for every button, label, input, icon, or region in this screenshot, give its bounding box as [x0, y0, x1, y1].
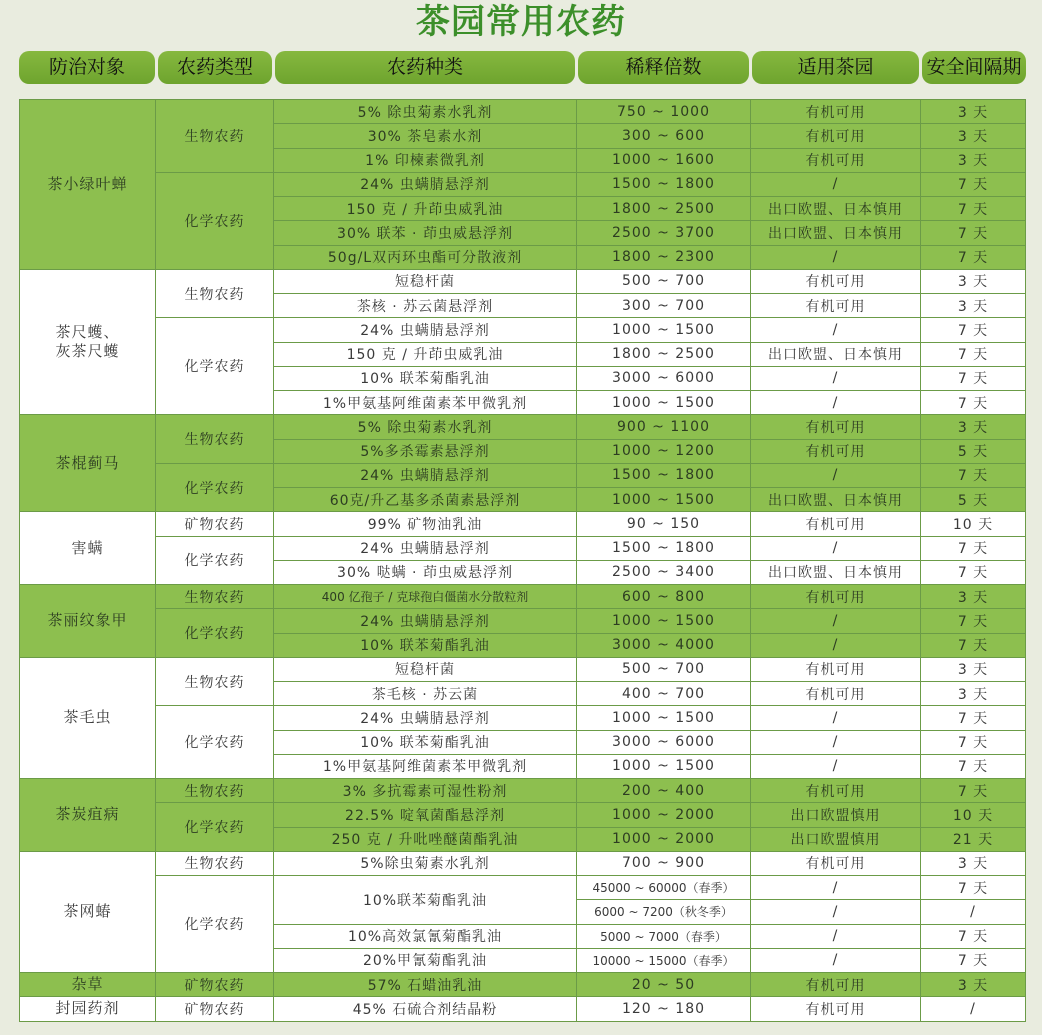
name-cell: 10% 联苯菊酯乳油 [274, 633, 577, 657]
garden-cell: 有机可用 [751, 415, 921, 439]
garden-cell: / [751, 706, 921, 730]
interval-cell: 7 天 [921, 948, 1026, 972]
name-cell: 99% 矿物油乳油 [274, 512, 577, 536]
type-cell: 矿物农药 [156, 973, 274, 997]
dilution-cell: 600 ~ 800 [577, 585, 751, 609]
target-cell: 茶丽纹象甲 [20, 585, 156, 658]
interval-cell: 3 天 [921, 415, 1026, 439]
dilution-cell: 1800 ~ 2500 [577, 197, 751, 221]
table-row [20, 172, 1026, 196]
dilution-cell: 750 ~ 1000 [577, 100, 751, 124]
type-cell: 矿物农药 [156, 512, 274, 536]
interval-cell: 3 天 [921, 100, 1026, 124]
name-cell: 1%甲氨基阿维菌素苯甲微乳剂 [274, 391, 577, 415]
type-cell: 生物农药 [156, 415, 274, 464]
garden-cell: 有机可用 [751, 512, 921, 536]
garden-cell: / [751, 463, 921, 487]
type-cell: 生物农药 [156, 779, 274, 803]
dilution-cell: 120 ~ 180 [577, 997, 751, 1021]
garden-cell: / [751, 730, 921, 754]
dilution-cell: 1800 ~ 2300 [577, 245, 751, 269]
name-cell: 5% 除虫菊素水乳剂 [274, 415, 577, 439]
interval-cell: 7 天 [921, 924, 1026, 948]
header-safety-interval: 安全间隔期 [922, 51, 1026, 84]
dilution-cell: 400 ~ 700 [577, 682, 751, 706]
table-row [20, 536, 1026, 560]
group-block [20, 512, 1026, 585]
table-row [20, 415, 1026, 439]
name-cell: 24% 虫螨腈悬浮剂 [274, 609, 577, 633]
interval-cell: 7 天 [921, 536, 1026, 560]
garden-cell: 有机可用 [751, 100, 921, 124]
garden-cell: / [751, 391, 921, 415]
table-row [20, 973, 1026, 997]
dilution-cell: 2500 ~ 3400 [577, 560, 751, 584]
name-cell: 22.5% 啶氧菌酯悬浮剂 [274, 803, 577, 827]
garden-cell: 出口欧盟、日本慎用 [751, 488, 921, 512]
name-cell: 400 亿孢子 / 克球孢白僵菌水分散粒剂 [274, 585, 577, 609]
garden-cell: 出口欧盟、日本慎用 [751, 221, 921, 245]
dilution-cell: 2500 ~ 3700 [577, 221, 751, 245]
garden-cell: 出口欧盟、日本慎用 [751, 342, 921, 366]
type-cell: 化学农药 [156, 803, 274, 852]
dilution-cell: 700 ~ 900 [577, 851, 751, 875]
table-row [20, 463, 1026, 487]
dilution-cell: 3000 ~ 4000 [577, 633, 751, 657]
name-cell: 30% 联苯 · 茚虫威悬浮剂 [274, 221, 577, 245]
interval-cell: 3 天 [921, 148, 1026, 172]
type-cell: 生物农药 [156, 100, 274, 173]
type-cell: 矿物农药 [156, 997, 274, 1021]
pesticide-table [19, 99, 1026, 1022]
dilution-cell: 200 ~ 400 [577, 779, 751, 803]
interval-cell: 7 天 [921, 391, 1026, 415]
interval-cell: 21 天 [921, 827, 1026, 851]
name-cell: 24% 虫螨腈悬浮剂 [274, 172, 577, 196]
dilution-cell: 1500 ~ 1800 [577, 463, 751, 487]
interval-cell: 3 天 [921, 973, 1026, 997]
target-cell: 茶棍蓟马 [20, 415, 156, 512]
page-title: 茶园常用农药 [416, 2, 626, 42]
target-cell: 茶毛虫 [20, 657, 156, 778]
garden-cell: 有机可用 [751, 657, 921, 681]
garden-cell: / [751, 536, 921, 560]
garden-cell: 有机可用 [751, 439, 921, 463]
interval-cell: 3 天 [921, 585, 1026, 609]
group-block [20, 851, 1026, 972]
name-cell: 50g/L双丙环虫酯可分散液剂 [274, 245, 577, 269]
garden-cell: 有机可用 [751, 294, 921, 318]
header-target: 防治对象 [19, 51, 155, 84]
dilution-cell: 1000 ~ 1500 [577, 391, 751, 415]
dilution-cell: 45000 ~ 60000（春季） [577, 876, 751, 900]
garden-cell: / [751, 609, 921, 633]
table-row [20, 657, 1026, 681]
table-row [20, 851, 1026, 875]
interval-cell: 7 天 [921, 730, 1026, 754]
name-cell: 茶核 · 苏云菌悬浮剂 [274, 294, 577, 318]
dilution-cell: 900 ~ 1100 [577, 415, 751, 439]
interval-cell: 7 天 [921, 342, 1026, 366]
dilution-cell: 5000 ~ 7000（春季） [577, 924, 751, 948]
interval-cell: 3 天 [921, 682, 1026, 706]
interval-cell: 7 天 [921, 245, 1026, 269]
name-cell: 茶毛核 · 苏云菌 [274, 682, 577, 706]
name-cell: 24% 虫螨腈悬浮剂 [274, 536, 577, 560]
type-cell: 生物农药 [156, 851, 274, 875]
name-cell: 1% 印楝素微乳剂 [274, 148, 577, 172]
header-pesticide-name: 农药种类 [275, 51, 575, 84]
name-cell: 150 克 / 升茚虫威乳油 [274, 197, 577, 221]
name-cell: 短稳杆菌 [274, 657, 577, 681]
garden-cell: 出口欧盟、日本慎用 [751, 560, 921, 584]
name-cell: 150 克 / 升茚虫威乳油 [274, 342, 577, 366]
dilution-cell: 1000 ~ 1500 [577, 488, 751, 512]
interval-cell: 7 天 [921, 318, 1026, 342]
garden-cell: 有机可用 [751, 997, 921, 1021]
type-cell: 化学农药 [156, 172, 274, 269]
garden-cell: 有机可用 [751, 851, 921, 875]
interval-cell: 5 天 [921, 488, 1026, 512]
garden-cell: 有机可用 [751, 124, 921, 148]
group-block [20, 973, 1026, 997]
header-dilution: 稀释倍数 [578, 51, 749, 84]
name-cell: 57% 石蜡油乳油 [274, 973, 577, 997]
garden-cell: 有机可用 [751, 148, 921, 172]
dilution-cell: 1500 ~ 1800 [577, 172, 751, 196]
interval-cell: 7 天 [921, 221, 1026, 245]
table-row [20, 876, 1026, 900]
name-cell: 短稳杆菌 [274, 269, 577, 293]
dilution-cell: 3000 ~ 6000 [577, 730, 751, 754]
interval-cell: 10 天 [921, 803, 1026, 827]
garden-cell: 出口欧盟慎用 [751, 803, 921, 827]
target-cell: 茶小绿叶蝉 [20, 100, 156, 270]
dilution-cell: 500 ~ 700 [577, 269, 751, 293]
interval-cell: 7 天 [921, 172, 1026, 196]
table-row [20, 585, 1026, 609]
target-cell: 封园药剂 [20, 997, 156, 1021]
name-cell: 45% 石硫合剂结晶粉 [274, 997, 577, 1021]
name-cell: 24% 虫螨腈悬浮剂 [274, 463, 577, 487]
target-cell: 茶网蝽 [20, 851, 156, 972]
type-cell: 化学农药 [156, 876, 274, 973]
type-cell: 化学农药 [156, 706, 274, 779]
name-cell: 30% 茶皂素水剂 [274, 124, 577, 148]
garden-cell: / [751, 633, 921, 657]
garden-cell: / [751, 318, 921, 342]
garden-cell: / [751, 948, 921, 972]
garden-cell: 出口欧盟、日本慎用 [751, 197, 921, 221]
garden-cell: / [751, 366, 921, 390]
name-cell: 10% 联苯菊酯乳油 [274, 366, 577, 390]
garden-cell: / [751, 245, 921, 269]
group-block [20, 779, 1026, 852]
type-cell: 化学农药 [156, 609, 274, 658]
garden-cell: 有机可用 [751, 269, 921, 293]
garden-cell: / [751, 924, 921, 948]
interval-cell: 3 天 [921, 124, 1026, 148]
target-cell: 茶炭疽病 [20, 779, 156, 852]
table-row [20, 779, 1026, 803]
name-cell: 5%除虫菊素水乳剂 [274, 851, 577, 875]
table-row [20, 512, 1026, 536]
name-cell: 24% 虫螨腈悬浮剂 [274, 318, 577, 342]
dilution-cell: 1000 ~ 1500 [577, 706, 751, 730]
interval-cell: 7 天 [921, 876, 1026, 900]
type-cell: 生物农药 [156, 657, 274, 706]
name-cell: 10% 联苯菊酯乳油 [274, 730, 577, 754]
table-row [20, 609, 1026, 633]
name-cell: 10%联苯菊酯乳油 [274, 876, 577, 925]
dilution-cell: 1000 ~ 1500 [577, 754, 751, 778]
interval-cell: 7 天 [921, 706, 1026, 730]
name-cell: 20%甲氰菊酯乳油 [274, 948, 577, 972]
dilution-cell: 10000 ~ 15000（春季） [577, 948, 751, 972]
dilution-cell: 90 ~ 150 [577, 512, 751, 536]
interval-cell: 7 天 [921, 560, 1026, 584]
dilution-cell: 20 ~ 50 [577, 973, 751, 997]
name-cell: 250 克 / 升吡唑醚菌酯乳油 [274, 827, 577, 851]
dilution-cell: 1000 ~ 2000 [577, 827, 751, 851]
table-row [20, 997, 1026, 1021]
name-cell: 5% 除虫菊素水乳剂 [274, 100, 577, 124]
target-cell: 茶尺蠖、 灰茶尺蠖 [20, 269, 156, 415]
dilution-cell: 1000 ~ 2000 [577, 803, 751, 827]
interval-cell: / [921, 997, 1026, 1021]
interval-cell: 7 天 [921, 463, 1026, 487]
group-block [20, 657, 1026, 778]
table-row [20, 100, 1026, 124]
group-block [20, 415, 1026, 512]
interval-cell: 7 天 [921, 609, 1026, 633]
dilution-cell: 1000 ~ 1500 [577, 318, 751, 342]
type-cell: 化学农药 [156, 536, 274, 585]
garden-cell: / [751, 900, 921, 924]
interval-cell: 3 天 [921, 657, 1026, 681]
interval-cell: 7 天 [921, 754, 1026, 778]
name-cell: 1%甲氨基阿维菌素苯甲微乳剂 [274, 754, 577, 778]
dilution-cell: 1800 ~ 2500 [577, 342, 751, 366]
garden-cell: / [751, 172, 921, 196]
garden-cell: / [751, 876, 921, 900]
interval-cell: / [921, 900, 1026, 924]
dilution-cell: 500 ~ 700 [577, 657, 751, 681]
garden-cell: 出口欧盟慎用 [751, 827, 921, 851]
name-cell: 30% 哒螨 · 茚虫威悬浮剂 [274, 560, 577, 584]
garden-cell: 有机可用 [751, 973, 921, 997]
dilution-cell: 1500 ~ 1800 [577, 536, 751, 560]
table-row [20, 269, 1026, 293]
type-cell: 生物农药 [156, 585, 274, 609]
dilution-cell: 1000 ~ 1600 [577, 148, 751, 172]
header-pesticide-type: 农药类型 [158, 51, 272, 84]
name-cell: 3% 多抗霉素可湿性粉剂 [274, 779, 577, 803]
interval-cell: 7 天 [921, 633, 1026, 657]
group-block [20, 585, 1026, 658]
table-row [20, 706, 1026, 730]
table-row [20, 803, 1026, 827]
interval-cell: 3 天 [921, 294, 1026, 318]
type-cell: 化学农药 [156, 463, 274, 512]
type-cell: 化学农药 [156, 318, 274, 415]
dilution-cell: 3000 ~ 6000 [577, 366, 751, 390]
interval-cell: 7 天 [921, 779, 1026, 803]
garden-cell: 有机可用 [751, 682, 921, 706]
interval-cell: 7 天 [921, 366, 1026, 390]
interval-cell: 3 天 [921, 851, 1026, 875]
table-row [20, 318, 1026, 342]
dilution-cell: 1000 ~ 1200 [577, 439, 751, 463]
garden-cell: 有机可用 [751, 585, 921, 609]
dilution-cell: 1000 ~ 1500 [577, 609, 751, 633]
dilution-cell: 300 ~ 600 [577, 124, 751, 148]
garden-cell: 有机可用 [751, 779, 921, 803]
group-block [20, 997, 1026, 1021]
name-cell: 24% 虫螨腈悬浮剂 [274, 706, 577, 730]
target-cell: 害螨 [20, 512, 156, 585]
interval-cell: 3 天 [921, 269, 1026, 293]
target-cell: 杂草 [20, 973, 156, 997]
name-cell: 10%高效氯氰菊酯乳油 [274, 924, 577, 948]
interval-cell: 5 天 [921, 439, 1026, 463]
garden-cell: / [751, 754, 921, 778]
name-cell: 5%多杀霉素悬浮剂 [274, 439, 577, 463]
name-cell: 60克/升乙基多杀菌素悬浮剂 [274, 488, 577, 512]
interval-cell: 10 天 [921, 512, 1026, 536]
type-cell: 生物农药 [156, 269, 274, 318]
header-applicable-garden: 适用茶园 [752, 51, 919, 84]
dilution-cell: 6000 ~ 7200（秋冬季） [577, 900, 751, 924]
group-block [20, 100, 1026, 270]
group-block [20, 269, 1026, 415]
dilution-cell: 300 ~ 700 [577, 294, 751, 318]
interval-cell: 7 天 [921, 197, 1026, 221]
